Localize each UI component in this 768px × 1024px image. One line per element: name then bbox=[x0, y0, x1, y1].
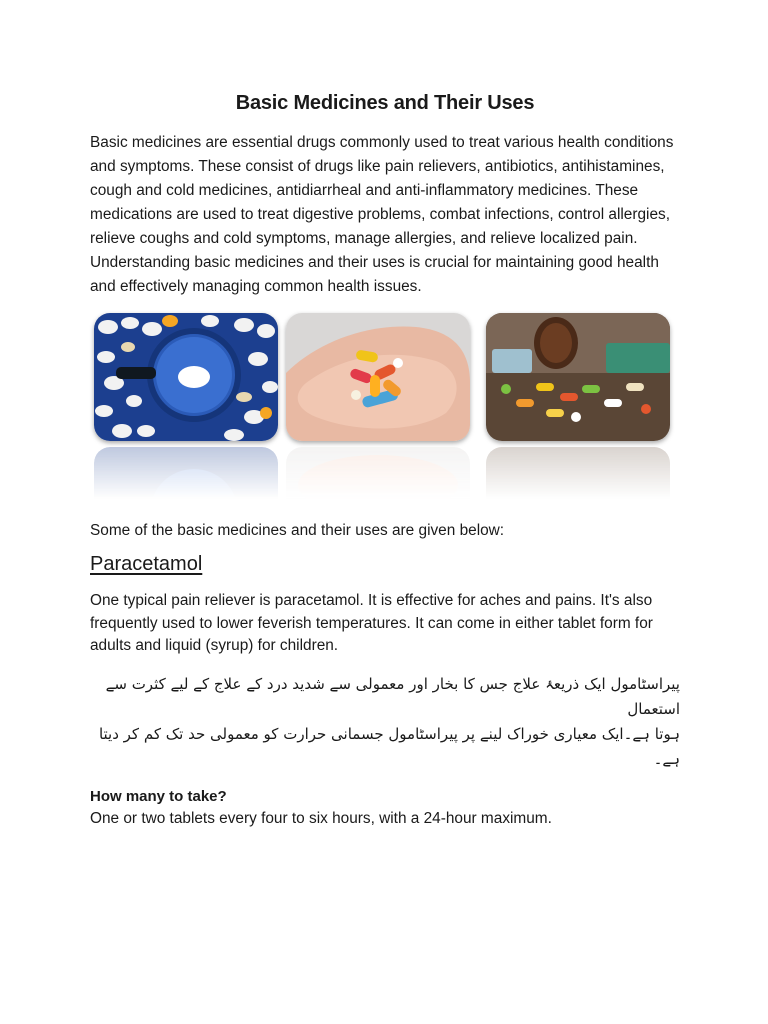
photo-reflection bbox=[286, 447, 470, 499]
section-heading-paracetamol: Paracetamol bbox=[90, 553, 203, 575]
photo-reflection bbox=[486, 447, 670, 499]
list-intro: Some of the basic medicines and their uses are given below: bbox=[90, 522, 505, 539]
photo-reflection bbox=[94, 447, 278, 499]
urdu-paragraph bbox=[90, 672, 680, 772]
urdu-line-2: ہوتا ہے۔ایک معیاری خوراک لینے پر پیراسٹامول جسمانی حرارت کو معمولی حد تک کم کر دیتا ہے۔ bbox=[98, 724, 680, 768]
section-description: One typical pain reliever is paracetamol. It is effective for aches and pains. It's also frequently used to lower feverish temperatures. It can come in either tablet form for adults and liquid (syrup) for children. bbox=[90, 592, 653, 654]
intro-paragraph: Basic medicines are essential drugs commonly used to treat various health conditions and symptoms. These consist of drugs like pain relievers, antibiotics, antihistamines, cough and cold medicines, antidiarrheal and anti-inflammatory medicines. These medications are used to treat digestive problems, combat infections, control allergies, relieve coughs and cold symptoms, manage allergies, and relieve localized pain. Understanding basic medicines and their uses is crucial for maintaining good health and effectively managing common health issues. bbox=[90, 134, 674, 295]
urdu-line-1: پیراسٹامول ایک ذریعۂ علاج جس کا بخار اور معمولی سے شدید درد کے علاج کے لیے کثرت سے استعمال bbox=[105, 674, 680, 718]
page-title: Basic Medicines and Their Uses bbox=[235, 92, 535, 114]
dose-heading: How many to take? bbox=[90, 787, 227, 805]
pills-in-hand-photo bbox=[286, 313, 470, 441]
spilled-pill-bottle-photo bbox=[486, 313, 670, 441]
dose-text: One or two tablets every four to six hours, with a 24-hour maximum. bbox=[90, 809, 552, 827]
magnifier-over-pills-photo bbox=[94, 313, 278, 441]
document-page bbox=[90, 92, 680, 831]
image-gallery bbox=[94, 313, 678, 499]
